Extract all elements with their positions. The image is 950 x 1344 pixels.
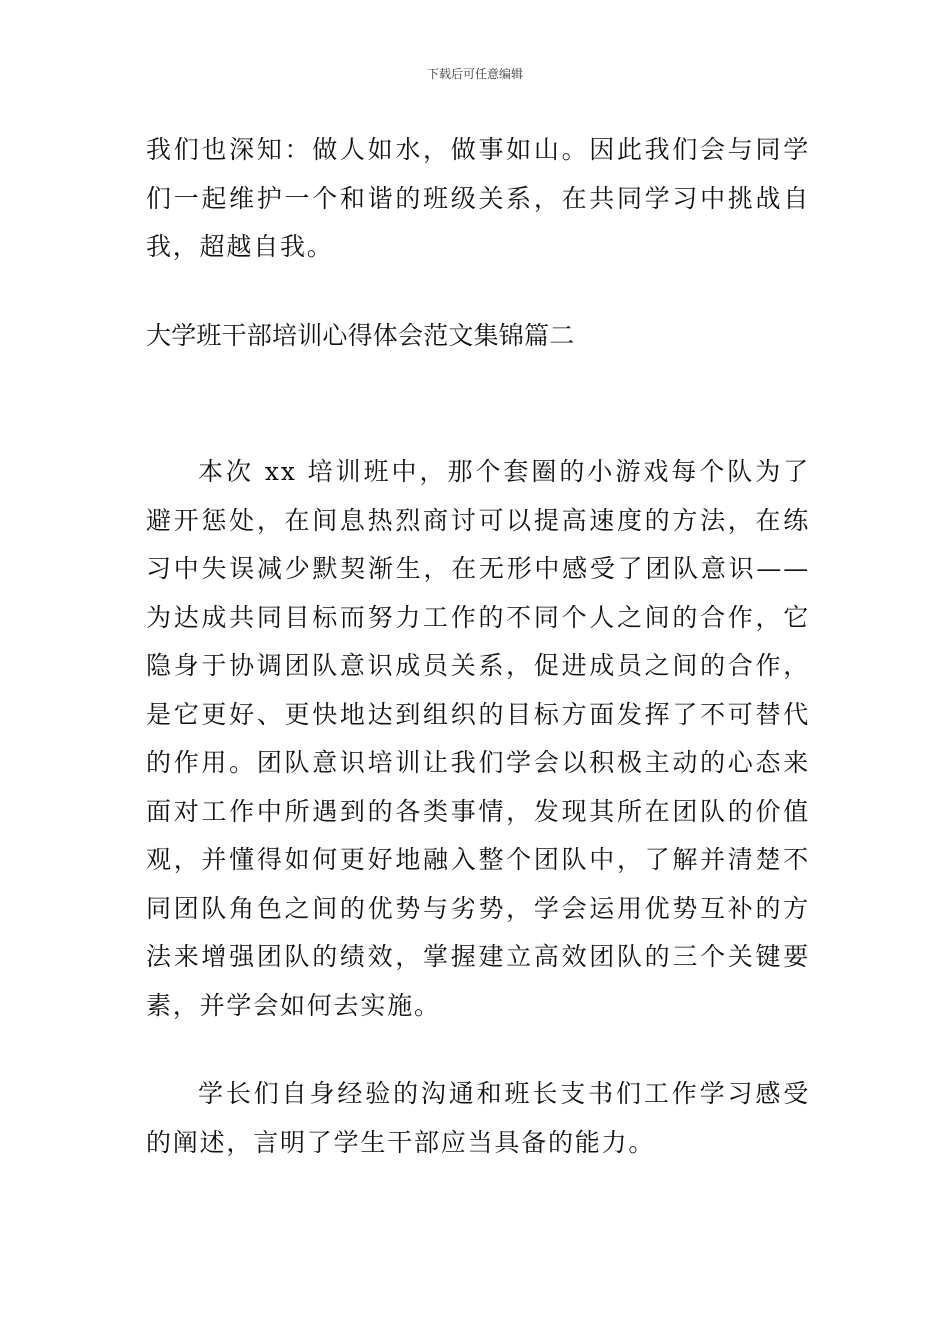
section-heading: 大学班干部培训心得体会范文集锦篇二 — [146, 320, 575, 350]
document-body — [146, 126, 810, 1167]
paragraph-seniors-experience: 学长们自身经验的沟通和班长支书们工作学习感受的阐述，言明了学生干部应当具备的能力。 — [146, 1079, 810, 1157]
page-header-note: 下载后可任意编辑 — [426, 67, 523, 81]
paragraph-closing: 我们也深知：做人如水，做事如山。因此我们会与同学们一起维护一个和谐的班级关系，在共同学习中挑战自我，超越自我。 — [146, 135, 810, 261]
paragraph-team-training: 本次 xx 培训班中，那个套圈的小游戏每个队为了避开惩处，在间息热烈商讨可以提高速度的方法，在练习中失误减少默契渐生，在无形中感受了团队意识——为达成共同目标而努力工作的不同个人之间的合作，它隐身于协调团队意识成员关系，促进成员之间的合作，是它更好、更快地达到组织的目标方面发挥了不可替代的作用。团队意识培训让我们学会以积极主动的心态来面对工作中所遇到的各类事情，发现其所在团队的价值观，并懂得如何更好地融入整个团队中，了解并清楚不同团队角色之间的优势与劣势，学会运用优势互补的方法来增强团队的绩效，掌握建立高效团队的三个关键要素，并学会如何去实施。 — [146, 457, 810, 1020]
